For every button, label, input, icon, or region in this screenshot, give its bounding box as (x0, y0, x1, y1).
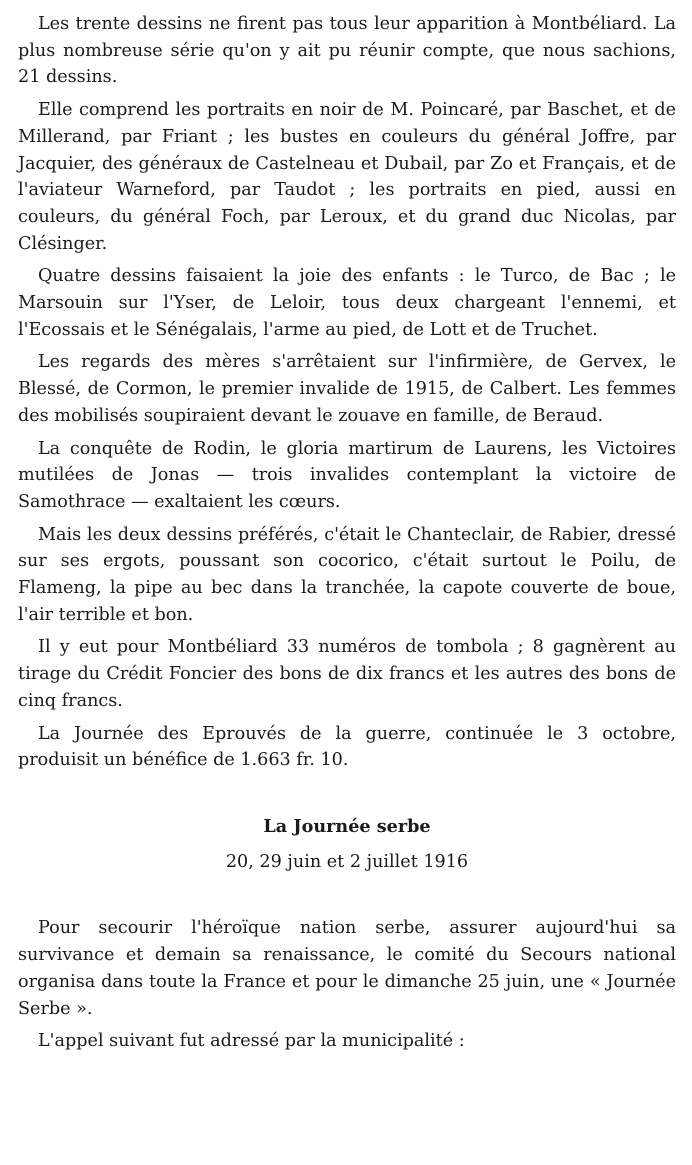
paragraph-dessins-enfants: Quatre dessins faisaient la joie des enfants : le Turco, de Bac ; le Marsouin sur l'Yser, de Leloir, tous deux chargeant l'ennemi, et l'Ecossais et le Sénégalais, l'arme au pied, de Lott et de Truchet. (18, 266, 676, 340)
paragraph-dessins-preferes: Mais les deux dessins préférés, c'était le Chanteclair, de Rabier, dressé sur ses ergots, poussant son cocorico, c'était surtout le Poilu, de Flameng, la pipe au bec dans la tranchée, la capote couverte de boue, l'air terrible et bon. (18, 524, 676, 625)
paragraph-journee-eprouves: La Journée des Eprouvés de la guerre, continuée le 3 octobre, produisit un bénéfice de 1.663 fr. 10. (18, 723, 676, 771)
section-dates: 20, 29 juin et 2 juillet 1916 (225, 851, 469, 872)
section-title: La Journée serbe (263, 815, 431, 837)
paragraph-appel: L'appel suivant fut adressé par la municipalité : (38, 1031, 465, 1052)
paragraph-dessins-montbeliard: Les trente dessins ne firent pas tous leur apparition à Montbéliard. La plus nombreuse série qu'on y ait pu réunir compte, que nous sachions, 21 dessins. (18, 14, 676, 88)
paragraph-conquete-rodin: La conquête de Rodin, le gloria martirum de Laurens, les Victoires mutilées de Jonas — trois invalides contemplant la victoire de Samothrace — exaltaient les cœurs. (18, 438, 676, 512)
paragraph-regards-meres: Les regards des mères s'arrêtaient sur l'infirmière, de Gervex, le Blessé, de Cormon, le premier invalide de 1915, de Calbert. Les femmes des mobilisés soupiraient devant le zouave en famille, de Beraud. (18, 352, 676, 426)
paragraph-portraits: Elle comprend les portraits en noir de M. Poincaré, par Baschet, et de Millerand, par Friant ; les bustes en couleurs du général Joffre, par Jacquier, des généraux de Castelneau et Dubail, par Zo et Français, et de l'aviateur Warneford, par Taudot ; les portraits en pied, aussi en couleurs, du général Foch, par Leroux, et du grand duc Nicolas, par Clésinger. (18, 100, 676, 254)
paragraph-tombola: Il y eut pour Montbéliard 33 numéros de tombola ; 8 gagnèrent au tirage du Crédit Foncier des bons de dix francs et les autres des bons de cinq francs. (18, 637, 676, 711)
paragraph-secourir-serbie: Pour secourir l'héroïque nation serbe, assurer aujourd'hui sa survivance et demain sa renaissance, le comité du Secours national organisa dans toute la France et pour le dimanche 25 juin, une « Journée Serbe ». (18, 918, 676, 1019)
